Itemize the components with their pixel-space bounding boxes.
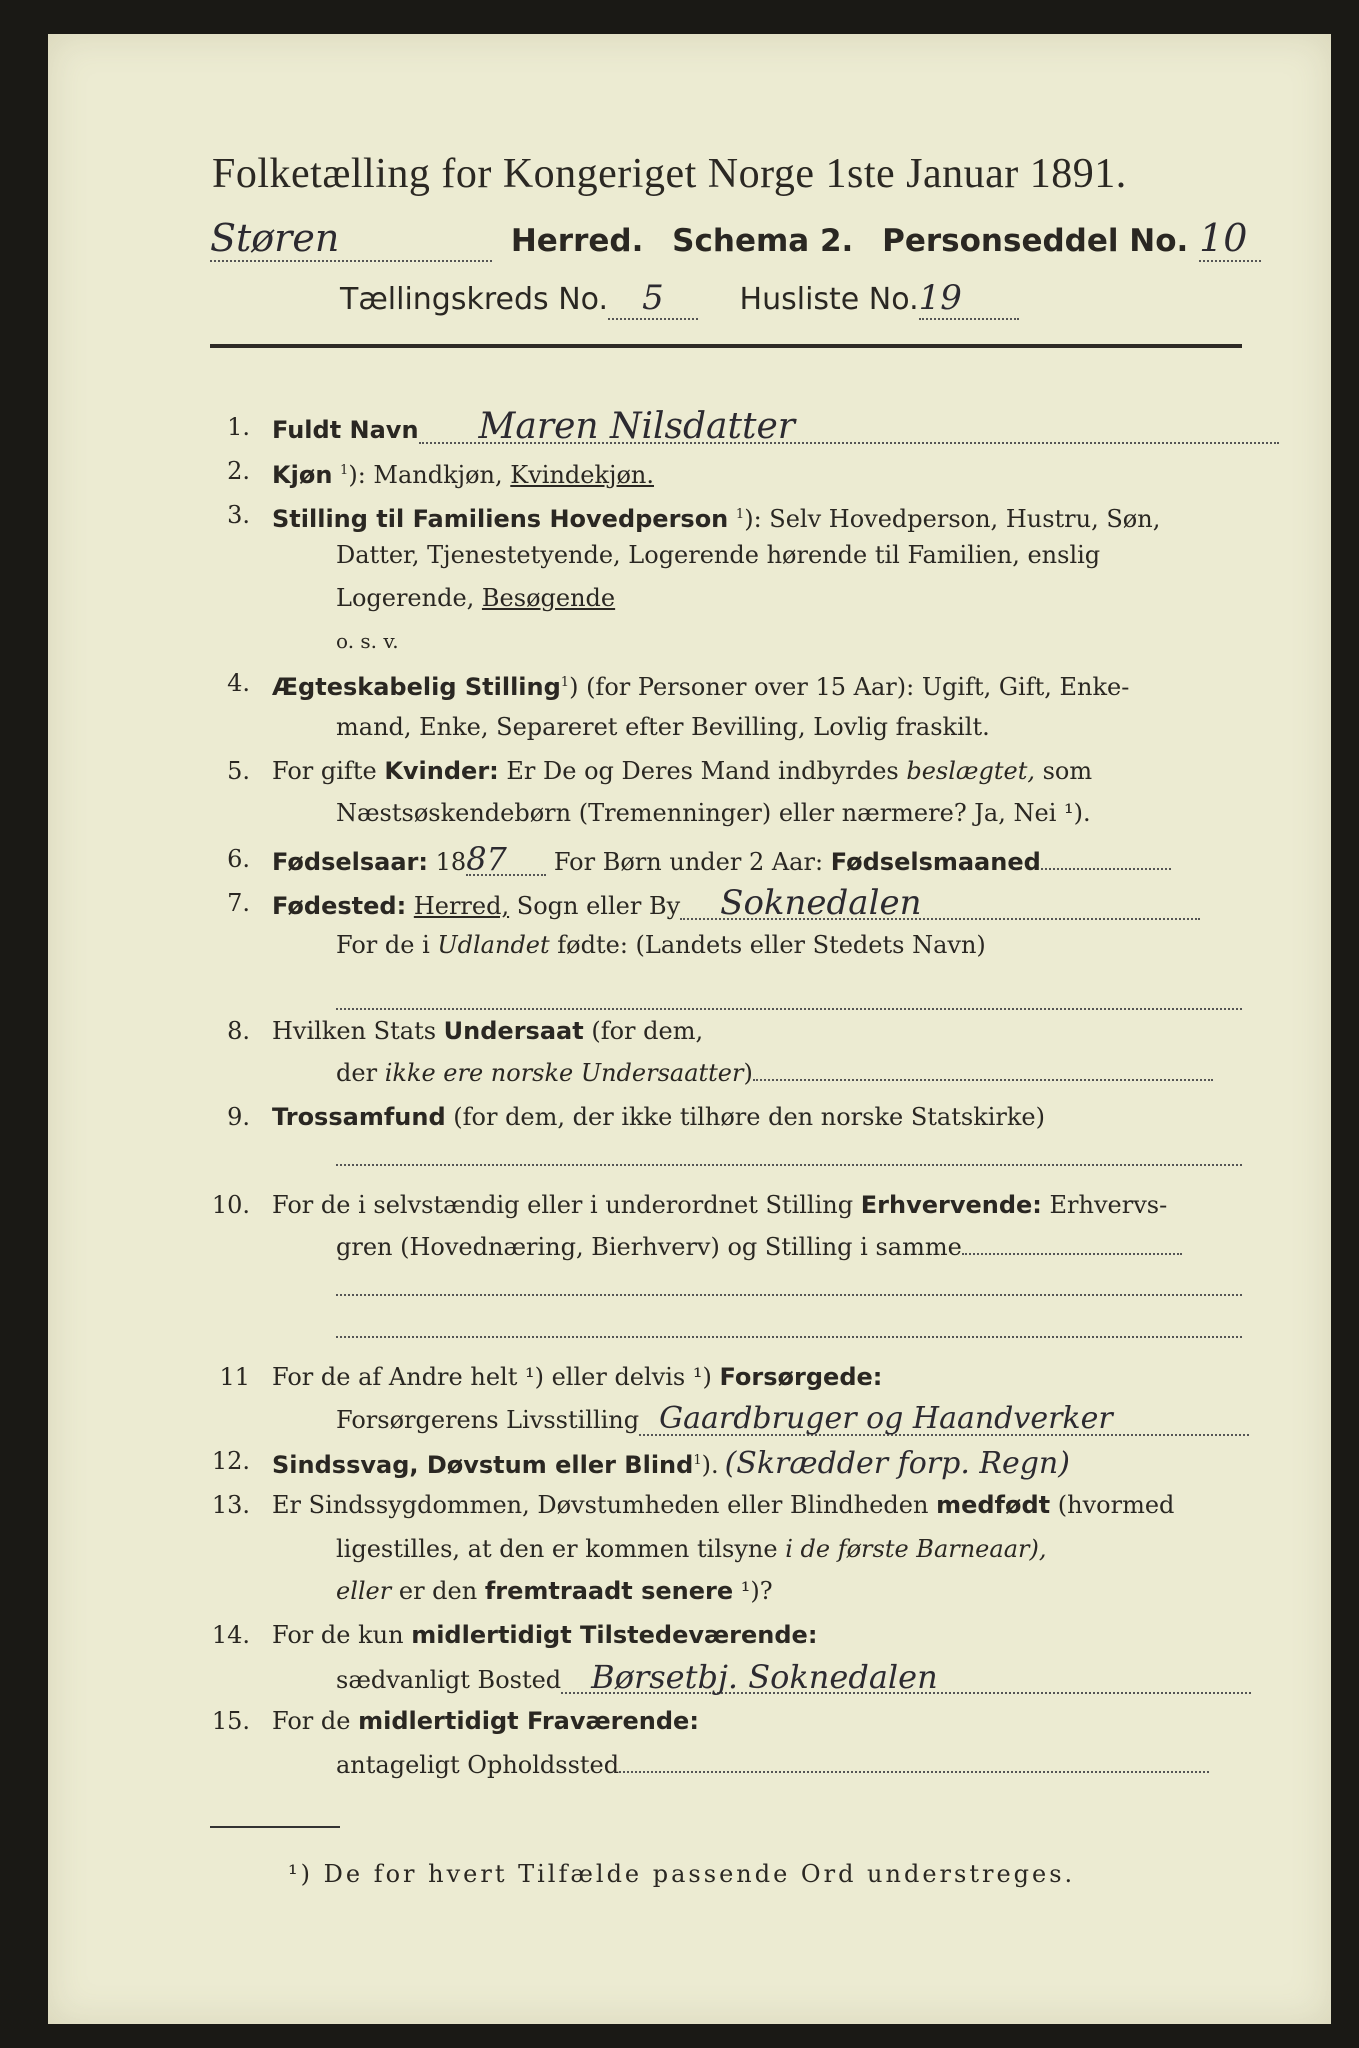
q7-birthplace-value: Soknedalen xyxy=(680,888,1200,920)
q3-sup: 1 xyxy=(735,507,745,522)
q13-fremtraadt: fremtraadt senere xyxy=(484,1577,734,1605)
q13-line3 xyxy=(336,1576,773,1606)
q13-eller: eller xyxy=(336,1577,392,1605)
q6-mid: For Børn under 2 Aar: xyxy=(553,848,824,876)
q7-text: Sogn eller By xyxy=(516,892,681,920)
q5-beslaegtet: beslægtet, xyxy=(906,757,1035,785)
q8-line1-c: (for dem, xyxy=(591,1017,704,1045)
personseddel-label: Personseddel No. xyxy=(882,223,1189,259)
q9-label: Trossamfund xyxy=(272,1103,446,1131)
q3-line2: Datter, Tjenestetyende, Logerende hørende til Familien, enslig xyxy=(336,541,1101,569)
q2-label: Kjøn xyxy=(272,461,333,489)
husliste-label: Husliste No. xyxy=(739,282,919,317)
q2-kvindekjon: Kvindekjøn. xyxy=(510,461,654,489)
q4-label: Ægteskabelig Stilling xyxy=(272,673,561,701)
q10-number: 10. xyxy=(211,1191,250,1219)
q13-line3-c: ¹)? xyxy=(733,1577,773,1605)
q15-line1-a: For de xyxy=(272,1707,351,1735)
q13-line3-a: er den xyxy=(398,1577,478,1605)
q10-line1-a: For de i selvstændig eller i underordnet Stilling xyxy=(272,1191,854,1219)
q13-number: 13. xyxy=(211,1491,250,1519)
herred-name-value: Støren xyxy=(210,216,492,262)
q1-name-value: Maren Nilsdatter xyxy=(419,412,1279,444)
q5-number: 5. xyxy=(227,757,250,785)
q2-sup: 1 xyxy=(340,463,349,478)
q11-forsorgede: Forsørgede: xyxy=(719,1363,883,1391)
q13-medfodt: medfødt xyxy=(936,1491,1051,1519)
q2-text: ): Mandkjøn, xyxy=(348,461,503,489)
q4-line1: ) (for Personer over 15 Aar): Ugift, Gift, Enke- xyxy=(569,673,1130,701)
q8-undersaat: Undersaat xyxy=(443,1017,584,1045)
q14-tilstedevaerende: midlertidigt Tilstedeværende: xyxy=(411,1621,818,1649)
q8-line2-a: der xyxy=(336,1059,378,1087)
husliste-no-value: 19 xyxy=(919,278,1019,320)
q8-number: 8. xyxy=(227,1017,250,1045)
q14-number: 14. xyxy=(211,1621,250,1649)
q8-blank xyxy=(753,1079,1213,1081)
q15-number: 15. xyxy=(211,1707,250,1735)
q13-line2-it: i de første Barneaar), xyxy=(785,1535,1047,1563)
q7-number: 7. xyxy=(227,889,250,917)
q6-label: Fødselsaar: xyxy=(272,848,428,876)
q5-line2: Næstsøskendebørn (Tremenninger) eller nærmere? Ja, Nei ¹). xyxy=(336,799,1091,827)
q11-line2 xyxy=(336,1401,1249,1436)
q15-line2-text: antageligt Opholdssted xyxy=(336,1751,620,1779)
q7-label: Fødested: xyxy=(272,892,407,920)
q6-prefix: 18 xyxy=(435,848,467,876)
q8-line1-a: Hvilken Stats xyxy=(272,1017,437,1045)
q4-line2: mand, Enke, Separeret efter Bevilling, Lovlig fraskilt. xyxy=(336,713,990,741)
herred-line xyxy=(210,216,1261,262)
q3-line4: o. s. v. xyxy=(336,629,399,653)
taellingskreds-no-value: 5 xyxy=(608,278,698,320)
q15-blank xyxy=(619,1771,1209,1773)
q13-line1-c: (hvormed xyxy=(1057,1491,1175,1519)
header-rule xyxy=(210,344,1242,348)
q9-text: (for dem, der ikke tilhøre den norske Statskirke) xyxy=(453,1103,1045,1131)
form-title: Folketælling for Kongeriget Norge 1ste Januar 1891. xyxy=(212,151,1127,197)
q12-text: ). xyxy=(701,1451,719,1479)
q6-birth-year-value: 87 xyxy=(466,844,546,876)
q12-label: Sindssvag, Døvstum eller Blind xyxy=(272,1451,694,1479)
taellingskreds-line xyxy=(340,278,1019,320)
herred-label: Herred. xyxy=(510,223,644,259)
q11-line1-a: For de af Andre helt ¹) eller delvis ¹) xyxy=(272,1363,712,1391)
q13-line2-a: ligestilles, at den er kommen tilsyne xyxy=(336,1535,778,1563)
q3-number: 3. xyxy=(227,501,250,529)
q14-line2-text: sædvanligt Bosted xyxy=(336,1666,562,1694)
q7-line2 xyxy=(336,930,986,960)
personseddel-no-value: 10 xyxy=(1199,216,1261,262)
q5-line1: Er De og Deres Mand indbyrdes xyxy=(506,757,899,785)
footnote: ¹) De for hvert Tilfælde passende Ord understreges. xyxy=(288,1860,1076,1888)
q8-line2 xyxy=(336,1058,1213,1088)
q3-label: Stilling til Familiens Hovedperson xyxy=(272,505,729,533)
q7-udlandet: Udlandet xyxy=(437,931,550,959)
q1-label: Fuldt Navn xyxy=(272,416,419,444)
q7-blank-line xyxy=(336,1008,1242,1010)
q6-number: 6. xyxy=(227,845,250,873)
q10-line1-c: Erhvervs- xyxy=(1049,1191,1168,1219)
taellingskreds-label: Tællingskreds No. xyxy=(340,282,608,317)
q3-line1: ): Selv Hovedperson, Hustru, Søn, xyxy=(744,505,1161,533)
q11-provider-value: Gaardbruger og Haandverker xyxy=(639,1404,1249,1436)
q10-line2-text: gren (Hovednæring, Bierhverv) og Stilling i samme xyxy=(336,1233,962,1261)
q10-blank-line-1 xyxy=(336,1294,1242,1296)
q7-herred: Herred, xyxy=(413,892,510,920)
q10-blank-line-2 xyxy=(336,1336,1242,1338)
q4-number: 4. xyxy=(227,669,250,697)
q10-blank xyxy=(962,1253,1182,1255)
q3-besogende: Besøgende xyxy=(481,584,616,612)
q14-line2 xyxy=(336,1658,1251,1696)
q3-logerende: Logerende, xyxy=(336,584,475,612)
q12-note-value: (Skrædder forp. Regn) xyxy=(724,1446,1070,1481)
q8-line2-b: ) xyxy=(743,1059,753,1087)
q5-label-b: Kvinder: xyxy=(384,757,499,785)
q14-residence-value: Børsetbj. Soknedalen xyxy=(561,1662,1251,1694)
q4-sup: 1 xyxy=(560,675,570,690)
q12-number: 12. xyxy=(211,1447,250,1475)
q15-line2 xyxy=(336,1750,1209,1780)
q7-line2-b: fødte: (Landets eller Stedets Navn) xyxy=(557,931,986,959)
q8-line2-it: ikke ere norske Undersaatter xyxy=(384,1059,744,1087)
q15-fravaerende: midlertidigt Fraværende: xyxy=(358,1707,699,1735)
q7-line2-a: For de i xyxy=(336,931,430,959)
q11-line2-text: Forsørgerens Livsstilling xyxy=(336,1406,640,1434)
q9-blank-line xyxy=(336,1164,1242,1166)
q2-number: 2. xyxy=(227,457,250,485)
schema-label: Schema 2. xyxy=(672,223,854,259)
q11-number: 11 xyxy=(219,1363,250,1391)
footnote-rule xyxy=(210,1826,340,1828)
q10-line2 xyxy=(336,1232,1182,1262)
q6-label2: Fødselsmaaned xyxy=(830,848,1041,876)
q5-som: som xyxy=(1042,757,1093,785)
q3-line3 xyxy=(336,583,615,613)
q6-month-blank xyxy=(1041,868,1171,870)
q13-line1-a: Er Sindssygdommen, Døvstumheden eller Blindheden xyxy=(272,1491,929,1519)
q13-line2 xyxy=(336,1534,1046,1564)
q5-label-a: For gifte xyxy=(272,757,377,785)
q9-number: 9. xyxy=(227,1103,250,1131)
q1-number: 1. xyxy=(227,413,250,441)
q10-erhvervende: Erhvervende: xyxy=(860,1191,1042,1219)
q12-sup: 1 xyxy=(693,1453,702,1468)
q14-line1-a: For de kun xyxy=(272,1621,404,1649)
